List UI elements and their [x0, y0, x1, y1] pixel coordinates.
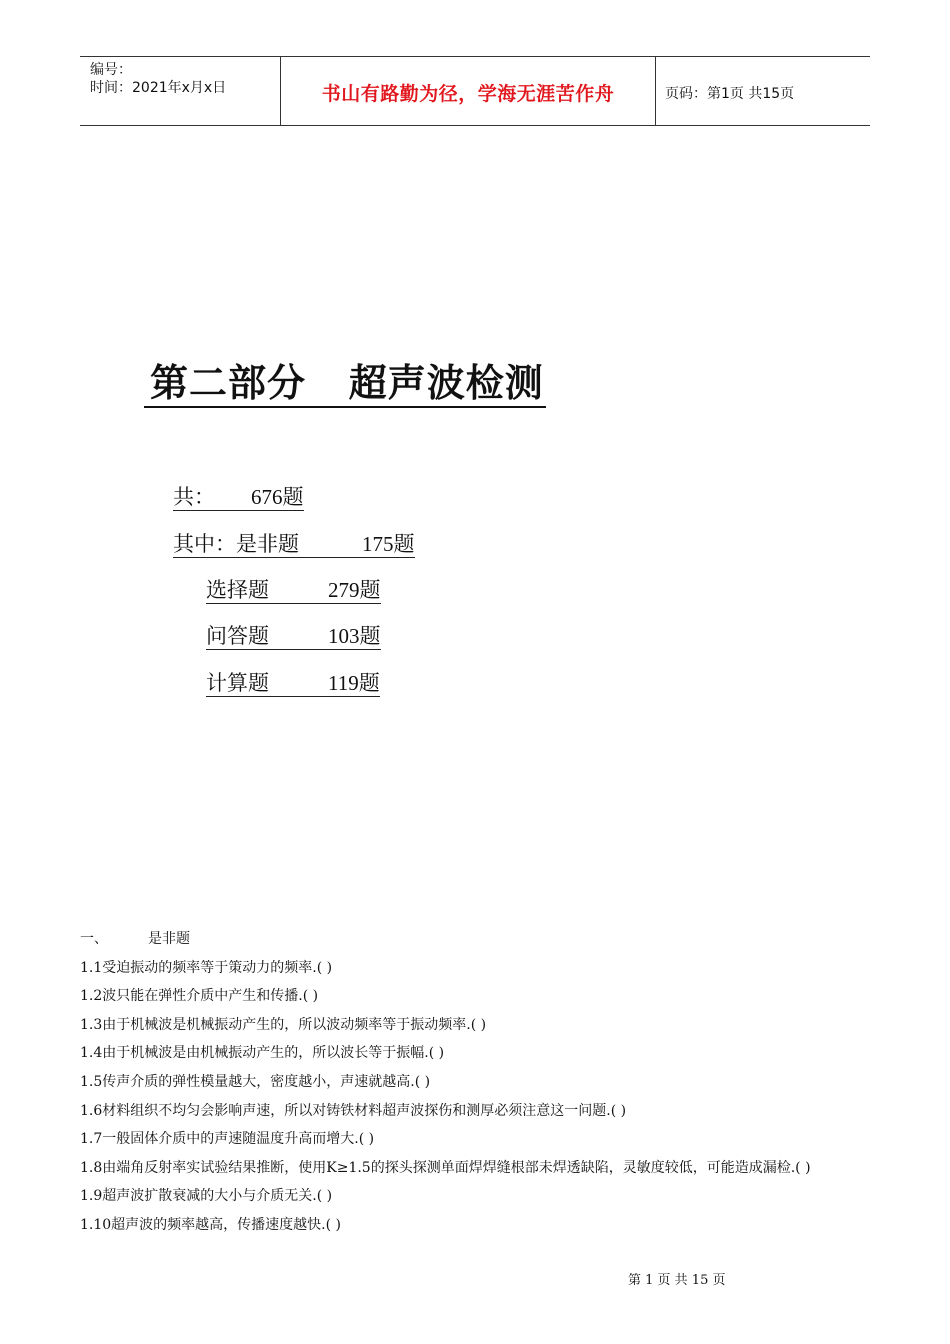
count-calc-label: 计算题: [206, 671, 269, 695]
section-title: 是非题: [148, 931, 190, 947]
count-calc-value: 119题: [328, 671, 380, 695]
question-item: 1.6材料组织不均匀会影响声速，所以对铸铁材料超声波探伤和测厚必须注意这一问题.( ): [80, 1102, 627, 1119]
question-item: 1.4由于机械波是由机械振动产生的，所以波长等于振幅.( ): [80, 1045, 445, 1062]
question-item: 1.9超声波扩散衰减的大小与介质无关.( ): [80, 1188, 333, 1205]
time-label: 时间：2021年x月x日: [90, 80, 227, 96]
header-motto-cell: [280, 57, 656, 125]
count-choice-label: 选择题: [206, 578, 269, 602]
page-title: 第二部分 超声波检测: [144, 360, 546, 408]
count-choice: [206, 577, 381, 604]
header-meta-cell: [80, 57, 280, 125]
count-truefalse: [173, 531, 415, 558]
question-item: 1.3由于机械波是机械振动产生的，所以波动频率等于振动频率.( ): [80, 1016, 487, 1033]
count-total: [173, 484, 304, 511]
count-qa-value: 103题: [328, 624, 381, 648]
section-heading: [80, 925, 880, 954]
motto-text: 书山有路勤为径，学海无涯苦作舟: [321, 83, 615, 105]
question-list: [80, 925, 880, 1240]
question-item: 1.7一般固体介质中的声速随温度升高而增大.( ): [80, 1131, 375, 1148]
count-total-value: 676题: [251, 485, 304, 509]
question-item: 1.5传声介质的弹性模量越大，密度越小，声速就越高.( ): [80, 1073, 431, 1090]
count-truefalse-label: 其中：是非题: [173, 532, 299, 556]
header-page-cell: [655, 57, 870, 125]
question-item: 1.2波只能在弹性介质中产生和传播.( ): [80, 988, 319, 1005]
count-truefalse-value: 175题: [362, 532, 415, 556]
page-number-label: 页码：第1页 共15页: [665, 86, 795, 102]
count-choice-value: 279题: [328, 578, 381, 602]
count-qa-label: 问答题: [206, 624, 269, 648]
question-item: 1.1受迫振动的频率等于策动力的频率.( ): [80, 959, 333, 976]
question-item: 1.8由端角反射率实试验结果推断，使用K≥1.5的探头探测单面焊焊缝根部未焊透缺陷，灵敏度较低，可能造成漏检.( ): [80, 1159, 811, 1176]
count-total-label: 共：: [173, 485, 215, 509]
page-header-table: [80, 56, 870, 126]
section-number: 一、: [80, 931, 108, 947]
count-qa: [206, 623, 381, 650]
count-calc: [206, 670, 380, 697]
code-label: 编号：: [90, 62, 132, 78]
page-footer: 第 1 页 共 15 页: [628, 1273, 726, 1288]
question-item: 1.10超声波的频率越高，传播速度越快.( ): [80, 1216, 341, 1233]
